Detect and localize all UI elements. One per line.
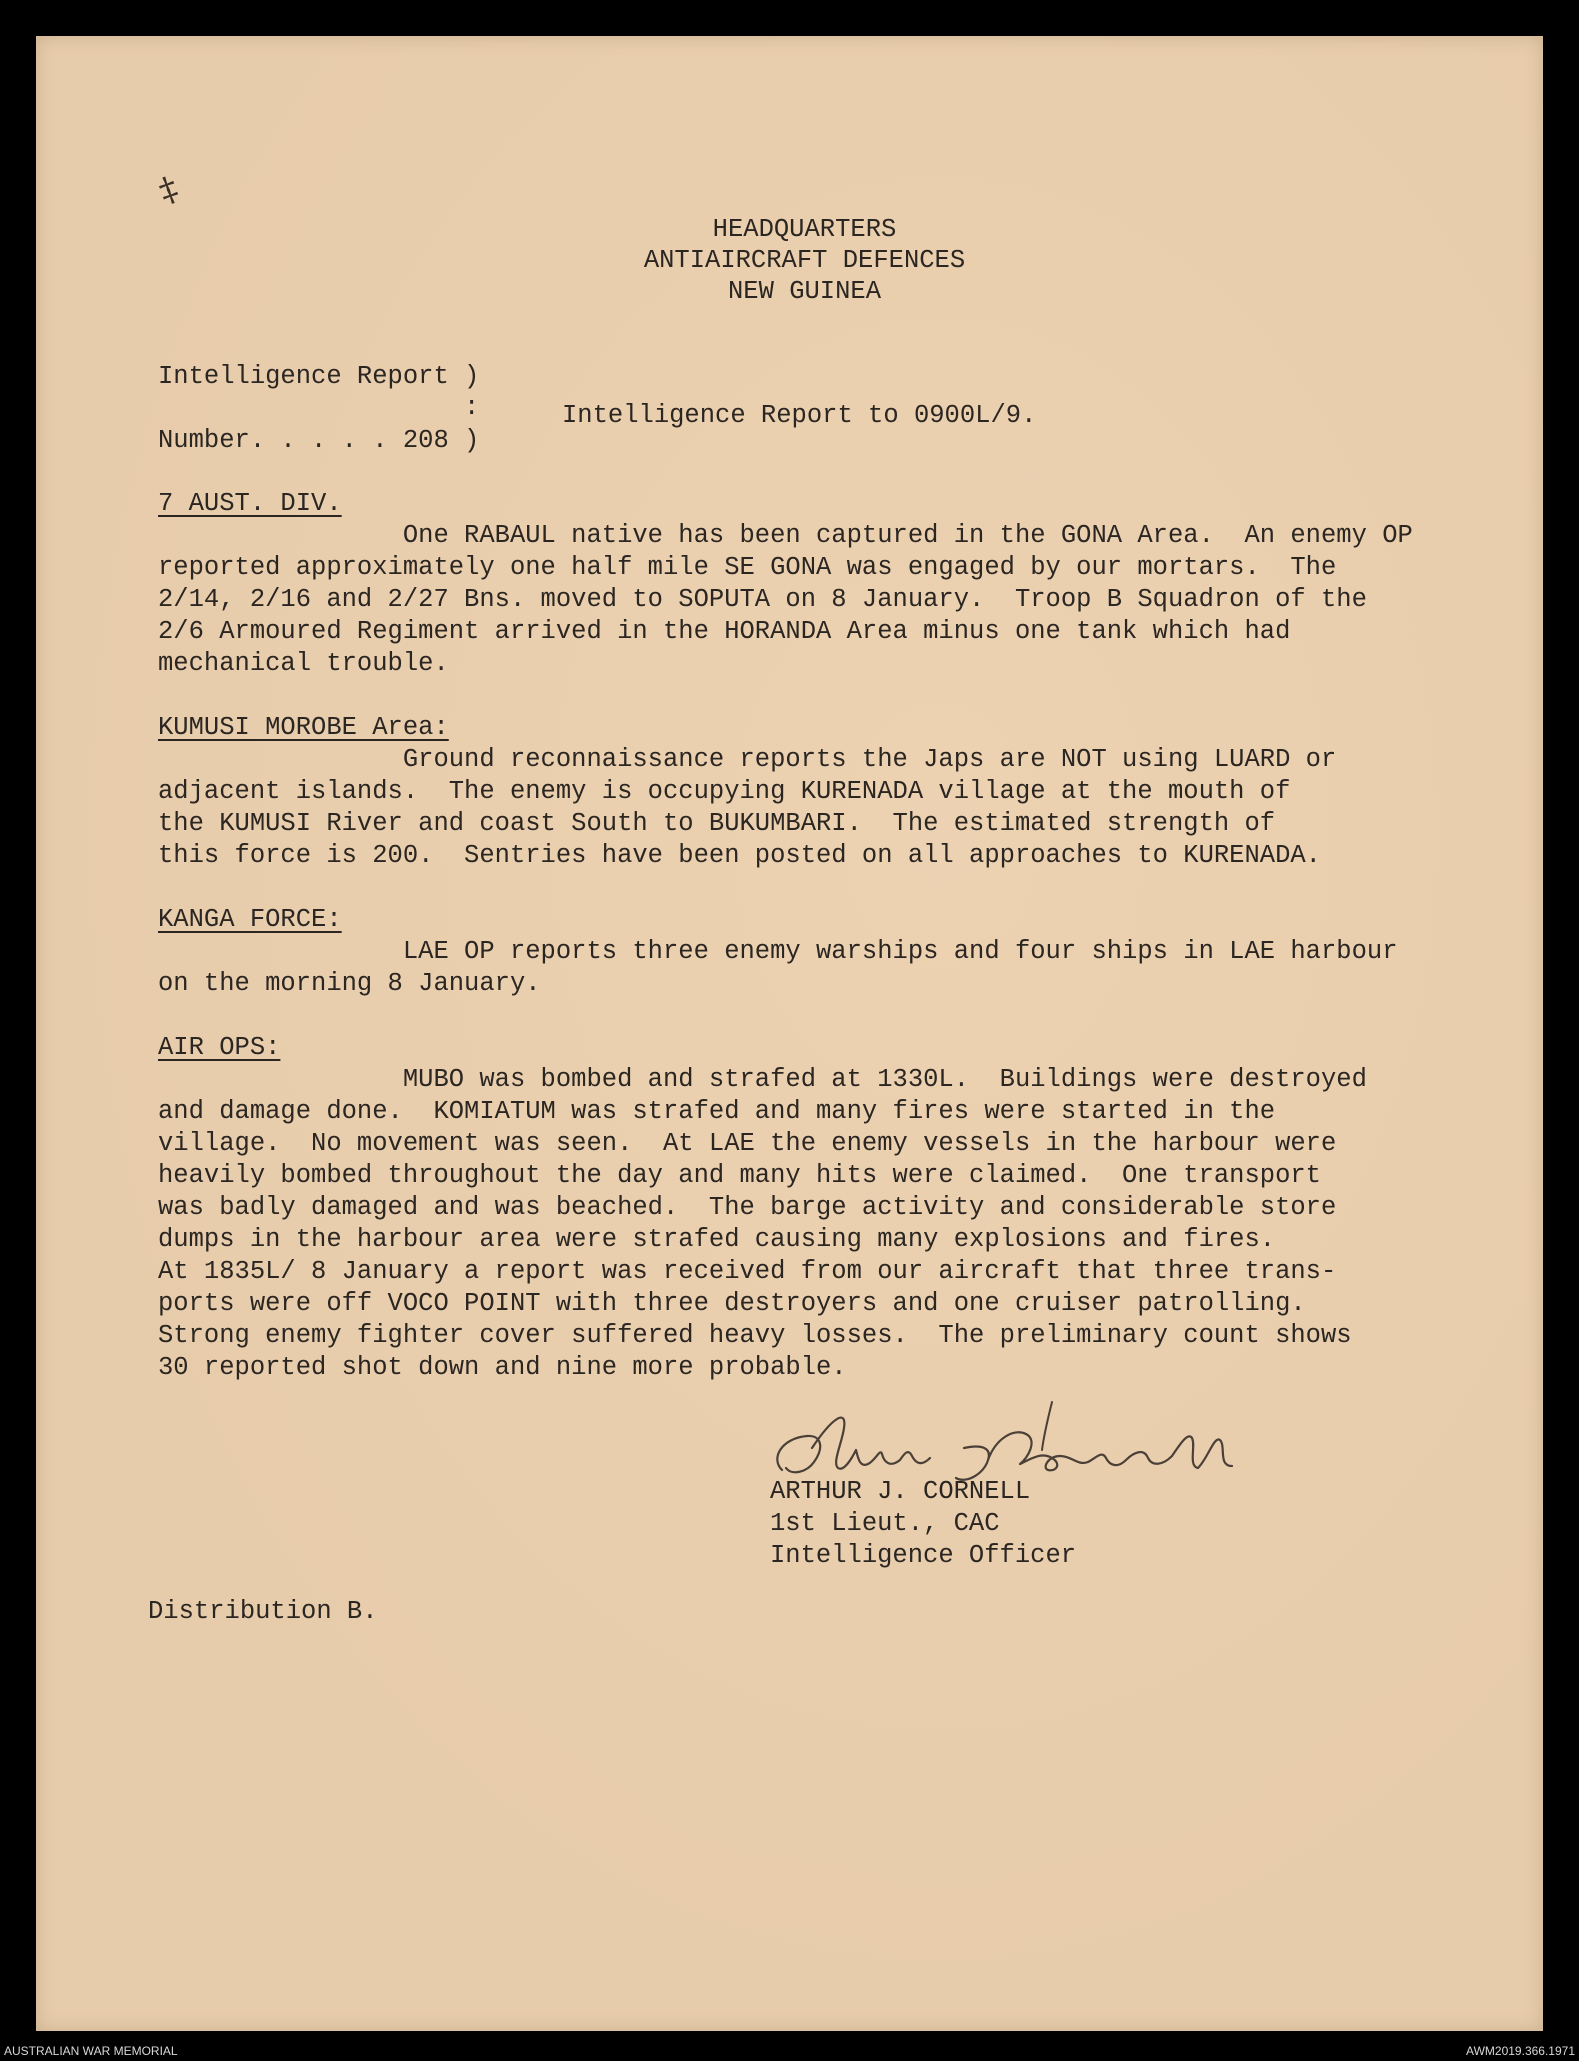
section-air-ops-line-2: and damage done. KOMIATUM was strafed and many fires were started in the	[158, 1097, 1276, 1126]
ink-mark-icon: ‡	[153, 168, 184, 212]
signatory-rank: 1st Lieut., CAC	[770, 1509, 1000, 1538]
section-7-aust-div-line-4: 2/6 Armoured Regiment arrived in the HORANDA Area minus one tank which had	[158, 617, 1291, 646]
letterhead-line-3: NEW GUINEA	[727, 277, 882, 306]
section-air-ops-line-8: ports were off VOCO POINT with three destroyers and one cruiser patrolling.	[158, 1289, 1306, 1318]
section-kanga-line-1: LAE OP reports three enemy warships and four ships in LAE harbour	[158, 937, 1398, 966]
section-heading-air-ops: AIR OPS:	[158, 1033, 281, 1062]
report-label-colon: :	[464, 393, 480, 422]
section-kumusi-line-1: Ground reconnaissance reports the Japs are NOT using LUARD or	[158, 745, 1337, 774]
signatory-title: Intelligence Officer	[770, 1541, 1077, 1570]
section-7-aust-div-line-5: mechanical trouble.	[158, 649, 449, 678]
section-7-aust-div-line-3: 2/14, 2/16 and 2/27 Bns. moved to SOPUTA on 8 January. Troop B Squadron of the	[158, 585, 1367, 614]
report-subject: Intelligence Report to 0900L/9.	[562, 401, 1037, 430]
section-air-ops-line-3: village. No movement was seen. At LAE the enemy vessels in the harbour were	[158, 1129, 1337, 1158]
section-kumusi-line-2: adjacent islands. The enemy is occupying KURENADA village at the mouth of	[158, 777, 1291, 806]
section-kanga-line-2: on the morning 8 January.	[158, 969, 541, 998]
distribution-note: Distribution B.	[148, 1597, 378, 1626]
section-heading-kumusi-morobe: KUMUSI MOROBE Area:	[158, 713, 449, 742]
signatory-name: ARTHUR J. CORNELL	[770, 1477, 1031, 1506]
section-7-aust-div-line-1: One RABAUL native has been captured in the GONA Area. An enemy OP	[158, 521, 1413, 550]
footer-institution: AUSTRALIAN WAR MEMORIAL	[4, 2044, 178, 2058]
footer-accession-number: AWM2019.366.1971	[1466, 2044, 1575, 2058]
section-kumusi-line-4: this force is 200. Sentries have been posted on all approaches to KURENADA.	[158, 841, 1321, 870]
section-air-ops-line-4: heavily bombed throughout the day and many hits were claimed. One transport	[158, 1161, 1321, 1190]
letterhead-line-2: ANTIAIRCRAFT DEFENCES	[643, 246, 966, 275]
section-7-aust-div-line-2: reported approximately one half mile SE GONA was engaged by our mortars. The	[158, 553, 1337, 582]
section-air-ops-line-1: MUBO was bombed and strafed at 1330L. Buildings were destroyed	[158, 1065, 1367, 1094]
report-label-line-2: Number. . . . . 208 )	[158, 426, 480, 455]
section-air-ops-line-10: 30 reported shot down and nine more probable.	[158, 1353, 847, 1382]
section-air-ops-line-6: dumps in the harbour area were strafed causing many explosions and fires.	[158, 1225, 1276, 1254]
section-air-ops-line-7: At 1835L/ 8 January a report was received from our aircraft that three trans-	[158, 1257, 1337, 1286]
section-kumusi-line-3: the KUMUSI River and coast South to BUKUMBARI. The estimated strength of	[158, 809, 1276, 838]
section-air-ops-line-5: was badly damaged and was beached. The barge activity and considerable store	[158, 1193, 1337, 1222]
letterhead-line-1: HEADQUARTERS	[712, 215, 897, 244]
letterhead	[0, 214, 1579, 307]
report-label-line-1: Intelligence Report )	[158, 362, 480, 391]
section-air-ops-line-9: Strong enemy fighter cover suffered heavy losses. The preliminary count shows	[158, 1321, 1352, 1350]
section-heading-7-aust-div: 7 AUST. DIV.	[158, 489, 342, 518]
section-heading-kanga-force: KANGA FORCE:	[158, 905, 342, 934]
